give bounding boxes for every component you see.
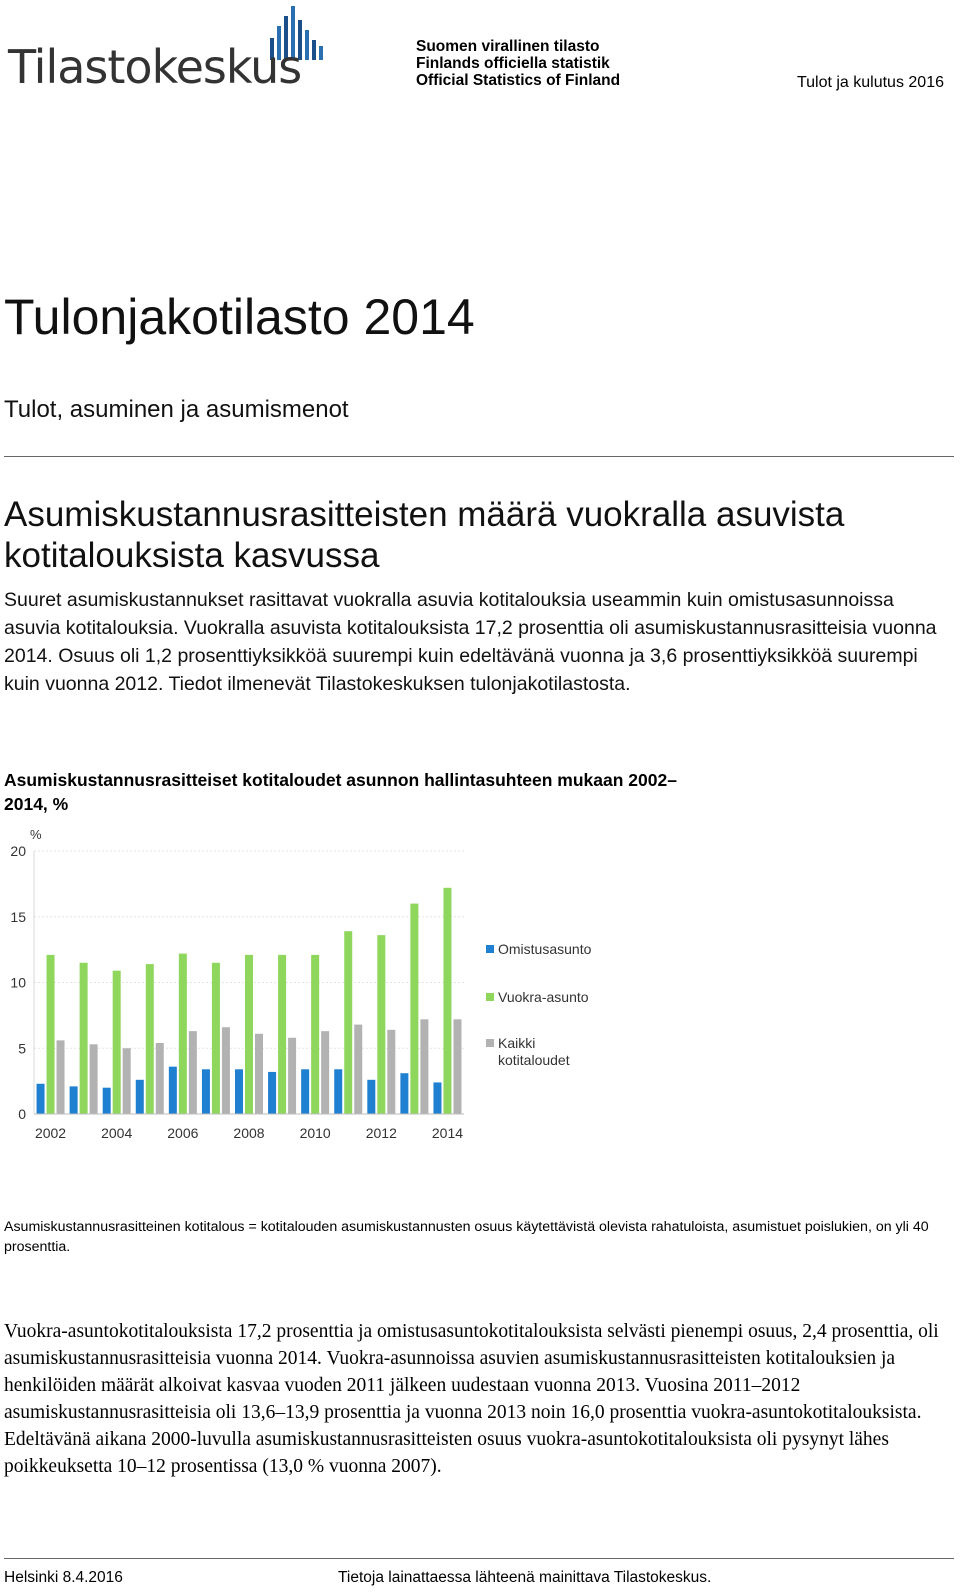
bar-0-2014	[433, 1082, 441, 1114]
bar-1-2006	[179, 954, 187, 1114]
logo-bar	[319, 46, 323, 60]
bar-2-2003	[90, 1044, 98, 1114]
bar-2-2007	[222, 1027, 230, 1114]
bar-0-2013	[400, 1073, 408, 1114]
logo-bar	[312, 40, 316, 60]
bar-0-2006	[169, 1067, 177, 1114]
footer-divider	[4, 1558, 954, 1559]
x-tick-label: 2002	[34, 1125, 67, 1141]
bar-0-2005	[136, 1080, 144, 1114]
bar-0-2003	[70, 1086, 78, 1114]
bar-0-2010	[301, 1069, 309, 1114]
x-tick-label: 2008	[233, 1125, 265, 1141]
figure-title: Asumiskustannusrasitteiset kotitaloudet asunnon hallintasuhteen mukaan 2002–2014, %	[4, 770, 677, 814]
bar-1-2013	[410, 904, 418, 1114]
legend-swatch	[486, 945, 494, 953]
official-statistics-label	[416, 38, 620, 89]
y-tick-label: 20	[10, 843, 26, 859]
y-axis-label: %	[30, 827, 42, 842]
bar-2-2009	[288, 1038, 296, 1114]
bar-1-2008	[245, 955, 253, 1114]
bar-1-2005	[146, 964, 154, 1114]
official-line-sv: Finlands officiella statistik	[416, 55, 610, 72]
bar-0-2008	[235, 1069, 243, 1114]
bar-2-2008	[255, 1034, 263, 1114]
bar-2-2011	[354, 1025, 362, 1114]
bar-0-2009	[268, 1072, 276, 1114]
y-tick-label: 10	[10, 974, 26, 991]
bar-1-2009	[278, 955, 286, 1114]
bar-chart	[0, 826, 640, 1146]
bar-2-2010	[321, 1031, 329, 1114]
bar-1-2011	[344, 931, 352, 1114]
lead-paragraph: Suuret asumiskustannukset rasittavat vuokralla asuvia kotitalouksia useammin kuin omistusasunnoissa asuvia kotitalouksia. Vuokralla asuvista kotitalouksista 17,2 prosenttia oli asumiskustannusrasitteisia vuonna 2014. Osuus oli 1,2 prosenttiyksikköä suurempi kuin edeltävänä vuonna ja 3,6 prosenttiyksikköä suurempi kuin vuonna 2012. Tiedot ilmenevät Tilastokeskuksen tulonjakotilastosta.	[4, 589, 937, 695]
bar-1-2003	[80, 963, 88, 1114]
bar-2-2014	[453, 1019, 461, 1114]
page-subtitle: Tulot, asuminen ja asumismenot	[4, 396, 349, 423]
bar-0-2004	[103, 1088, 111, 1114]
page-title: Tulonjakotilasto 2014	[4, 289, 475, 345]
bar-1-2014	[443, 888, 451, 1114]
official-line-fi: Suomen virallinen tilasto	[416, 38, 600, 55]
legend-label: Kaikki	[498, 1035, 536, 1051]
bar-1-2007	[212, 963, 220, 1114]
y-tick-label: 15	[10, 908, 26, 925]
bar-1-2002	[47, 955, 55, 1114]
figure-footnote: Asumiskustannusrasitteinen kotitalous = kotitalouden asumiskustannusten osuus käytettävistä olevista rahatuloista, asumistuet poislukien, on yli 40 prosenttia.	[4, 1219, 929, 1255]
x-tick-label: 2006	[167, 1125, 199, 1141]
bar-1-2010	[311, 955, 319, 1114]
bar-0-2007	[202, 1069, 210, 1114]
footer-citation: Tietoja lainattaessa lähteenä mainittava Tilastokeskus.	[338, 1569, 712, 1586]
legend-swatch	[486, 1039, 494, 1047]
bar-2-2002	[57, 1040, 65, 1114]
x-tick-label: 2004	[101, 1125, 133, 1141]
y-tick-label: 0	[18, 1106, 26, 1122]
bar-2-2013	[420, 1019, 428, 1114]
title-divider	[4, 456, 954, 457]
publication-name: Tulot ja kulutus 2016	[796, 74, 944, 91]
legend-label: Vuokra-asunto	[498, 989, 589, 1005]
footer-place-date: Helsinki 8.4.2016	[4, 1569, 123, 1586]
official-line-en: Official Statistics of Finland	[416, 72, 621, 89]
y-tick-label: 5	[18, 1040, 26, 1057]
x-tick-label: 2010	[299, 1125, 331, 1141]
x-tick-label: 2012	[365, 1125, 397, 1141]
body-paragraph: Vuokra-asuntokotitalouksista 17,2 prosenttia ja omistusasuntokotitalouksista selvästi pienempi osuus, 2,4 prosenttia, oli asumiskustannusrasitteisia vuonna 2014. Vuokra-asunnoissa asuvien asumiskustannusrasitteisten kotitalouksien ja henkilöiden määrät alkoivat kasvaa vuoden 2011 jälkeen uudestaan vuonna 2013. Vuosina 2011–2012 asumiskustannusrasitteisia oli 13,6–13,9 prosenttia ja vuonna 2013 noin 16,0 prosenttia vuokra-asuntokotitalouksista. Edeltävänä aikana 2000-luvulla asumiskustannusrasitteisten osuus vuokra-asuntokotitalouksista oli pysynyt lähes poikkeuksetta 10–12 prosentissa (13,0 % vuonna 2007).	[4, 1321, 939, 1477]
bar-0-2011	[334, 1069, 342, 1114]
section-heading: Asumiskustannusrasitteisten määrä vuokralla asuvista kotitalouksista kasvussa	[4, 495, 845, 575]
bar-1-2012	[377, 935, 385, 1114]
bar-2-2006	[189, 1031, 197, 1114]
bar-1-2004	[113, 971, 121, 1114]
legend-label: Omistusasunto	[498, 941, 592, 957]
logo-wordmark: Tilastokeskus	[8, 40, 302, 94]
x-tick-label: 2014	[431, 1125, 464, 1141]
bar-2-2012	[387, 1030, 395, 1114]
bar-0-2012	[367, 1080, 375, 1114]
legend-swatch	[486, 993, 494, 1001]
legend-label: kotitaloudet	[498, 1052, 570, 1068]
bar-2-2005	[156, 1043, 164, 1114]
bar-0-2002	[37, 1084, 45, 1114]
logo-bar	[305, 30, 309, 60]
bar-2-2004	[123, 1048, 131, 1114]
